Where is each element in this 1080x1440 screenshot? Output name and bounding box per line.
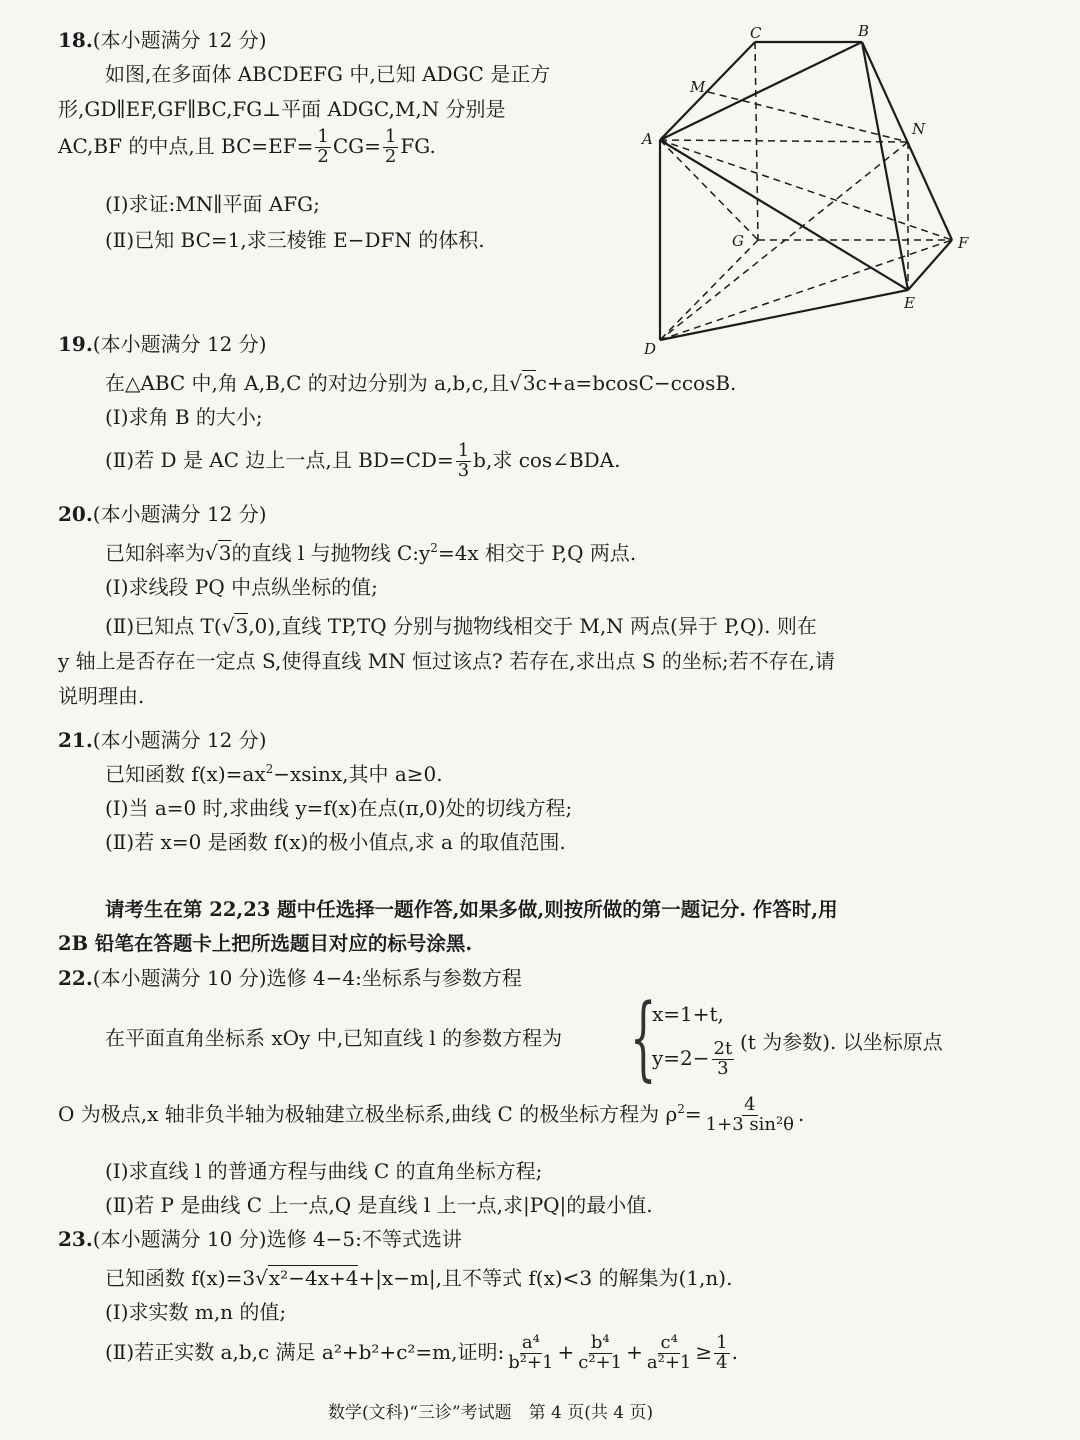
q21-part1: (Ⅰ)当 a=0 时,求曲线 y=f(x)在点(π,0)处的切线方程; xyxy=(105,796,573,820)
q18-half-fraction-1: $\frac{1}{2}$ xyxy=(317,126,329,167)
q19-part1: (Ⅰ)求角 B 的大小; xyxy=(105,405,263,429)
q22-line1-text: 在平面直角坐标系 xOy 中,已知直线 l 的参数方程为 xyxy=(105,1026,563,1050)
polyhedron-figure xyxy=(0,0,1080,370)
q23-line1: 已知函数 f(x)=3√x²−4x+4+|x−m|,且不等式 f(x)<3 的解集为(1,n). xyxy=(105,1266,733,1290)
label-M: M xyxy=(690,78,706,96)
q22-score: (本小题满分 10 分)选修 4−4:坐标系与参数方程 xyxy=(92,966,522,990)
q20-header xyxy=(58,498,267,527)
q18-line3-a: AC,BF 的中点,且 BC=EF= xyxy=(58,133,314,158)
q21-score: (本小题满分 12 分) xyxy=(92,728,267,752)
q20-line1: 已知斜率为√3的直线 l 与抛物线 $C:y^2=4x$ 相交于 P,Q 两点. xyxy=(105,541,637,565)
q21-part2: (Ⅱ)若 x=0 是函数 f(x)的极小值点,求 a 的取值范围. xyxy=(105,830,566,854)
q18-line1: 如图,在多面体 ABCDEFG 中,已知 ADGC 是正方 xyxy=(105,62,551,86)
q18-line2: 形,GD∥EF,GF∥BC,FG⊥平面 ADGC,M,N 分别是 xyxy=(58,97,506,121)
q19-header xyxy=(58,328,267,357)
notice-line1: 请考生在第 22,23 题中任选择一题作答,如果多做,则按所做的第一题记分. 作答时,用 xyxy=(105,898,838,921)
q18-part1: (Ⅰ)求证:MN∥平面 AFG; xyxy=(105,192,320,216)
q21-header xyxy=(58,724,267,753)
q23-number: 23. xyxy=(58,1227,93,1251)
q20-part2-line1: (Ⅱ)已知点 T(√3,0),直线 TP,TQ 分别与抛物线相交于 M,N 两点(异于 P,Q). 则在 xyxy=(105,614,817,638)
q23-score: (本小题满分 10 分)选修 4−5:不等式选讲 xyxy=(92,1227,462,1251)
q22-rho-fraction: $\frac{4}{\text{1+3 sin²θ}}$ xyxy=(705,1094,795,1135)
q18-half-fraction-2: $\frac{1}{2}$ xyxy=(384,126,397,167)
q18-number: 18. xyxy=(58,28,93,52)
label-F: F xyxy=(958,234,969,252)
q22-parametric-system xyxy=(630,984,736,1091)
brace-icon: { xyxy=(630,984,657,1091)
q18-line3-c: FG. xyxy=(400,133,436,158)
q23-header xyxy=(58,1223,462,1252)
q23-part2: (Ⅱ)若正实数 a,b,c 满足 a²+b²+c²=m,证明: $\frac{\text{a⁴}}{\text{b²+1}}$ + $\frac{\text{b⁴}}{\text{c²+1}}$ + $\frac{\text{c⁴}}{\text{a²+1}}$ ≥ $\frac{1}{4}$ . xyxy=(105,1332,738,1373)
q19-line1: 在△ABC 中,角 A,B,C 的对边分别为 a,b,c,且√3c+a=bcosC−ccosB. xyxy=(105,371,737,395)
label-N: N xyxy=(912,120,926,138)
q22-eq-y: y=2− $\frac{2t}{3}$ xyxy=(652,1038,733,1079)
q18-line3-b: CG= xyxy=(332,133,381,158)
q20-number: 20. xyxy=(58,502,93,526)
q19-number: 19. xyxy=(58,332,93,356)
q19-score: (本小题满分 12 分) xyxy=(92,332,267,356)
q20-part2-line2: y 轴上是否存在一定点 S,使得直线 MN 恒过该点? 若存在,求出点 S 的坐标;若不存在,请 xyxy=(58,649,836,673)
q22-line2: O 为极点,x 轴非负半轴为极轴建立极坐标系,曲线 C 的极坐标方程为 $\rho^2=$ $\frac{4}{\text{1+3 sin²θ}}$ . xyxy=(58,1094,805,1135)
label-E: E xyxy=(904,294,915,312)
page-footer: 数学(文科)“三诊”考试题 第 4 页(共 4 页) xyxy=(328,1403,654,1423)
q21-line1: 已知函数 $f(x)=ax^2-xsinx$,其中 a≥0. xyxy=(105,762,443,786)
q22-number: 22. xyxy=(58,966,93,990)
label-C: C xyxy=(750,24,762,42)
q23-part1: (Ⅰ)求实数 m,n 的值; xyxy=(105,1300,287,1324)
notice-line2: 2B 铅笔在答题卡上把所选题目对应的标号涂黑. xyxy=(58,932,473,955)
q18-score: (本小题满分 12 分) xyxy=(92,28,267,52)
label-D: D xyxy=(644,340,657,358)
q19-fraction: $\frac{1}{3}$ xyxy=(457,440,470,481)
q20-part1: (Ⅰ)求线段 PQ 中点纵坐标的值; xyxy=(105,575,378,599)
q21-number: 21. xyxy=(58,728,93,752)
q22-eq-x: x=1+t, xyxy=(652,1002,724,1026)
q22-line1-end: (t 为参数). 以坐标原点 xyxy=(740,1030,943,1054)
q20-score: (本小题满分 12 分) xyxy=(92,502,267,526)
q18-part2: (Ⅱ)已知 BC=1,求三棱锥 E−DFN 的体积. xyxy=(105,228,485,252)
q19-part2: (Ⅱ)若 D 是 AC 边上一点,且 BD=CD= $\frac{1}{3}$ b,求 cos∠BDA. xyxy=(105,440,621,481)
q22-header xyxy=(58,962,522,991)
label-A: A xyxy=(642,130,653,148)
q22-part1: (Ⅰ)求直线 l 的普通方程与曲线 C 的直角坐标方程; xyxy=(105,1159,543,1183)
q20-part2-line3: 说明理由. xyxy=(58,684,145,708)
label-G: G xyxy=(732,232,744,250)
label-B: B xyxy=(858,22,870,40)
q22-part2: (Ⅱ)若 P 是曲线 C 上一点,Q 是直线 l 上一点,求|PQ|的最小值. xyxy=(105,1193,653,1217)
